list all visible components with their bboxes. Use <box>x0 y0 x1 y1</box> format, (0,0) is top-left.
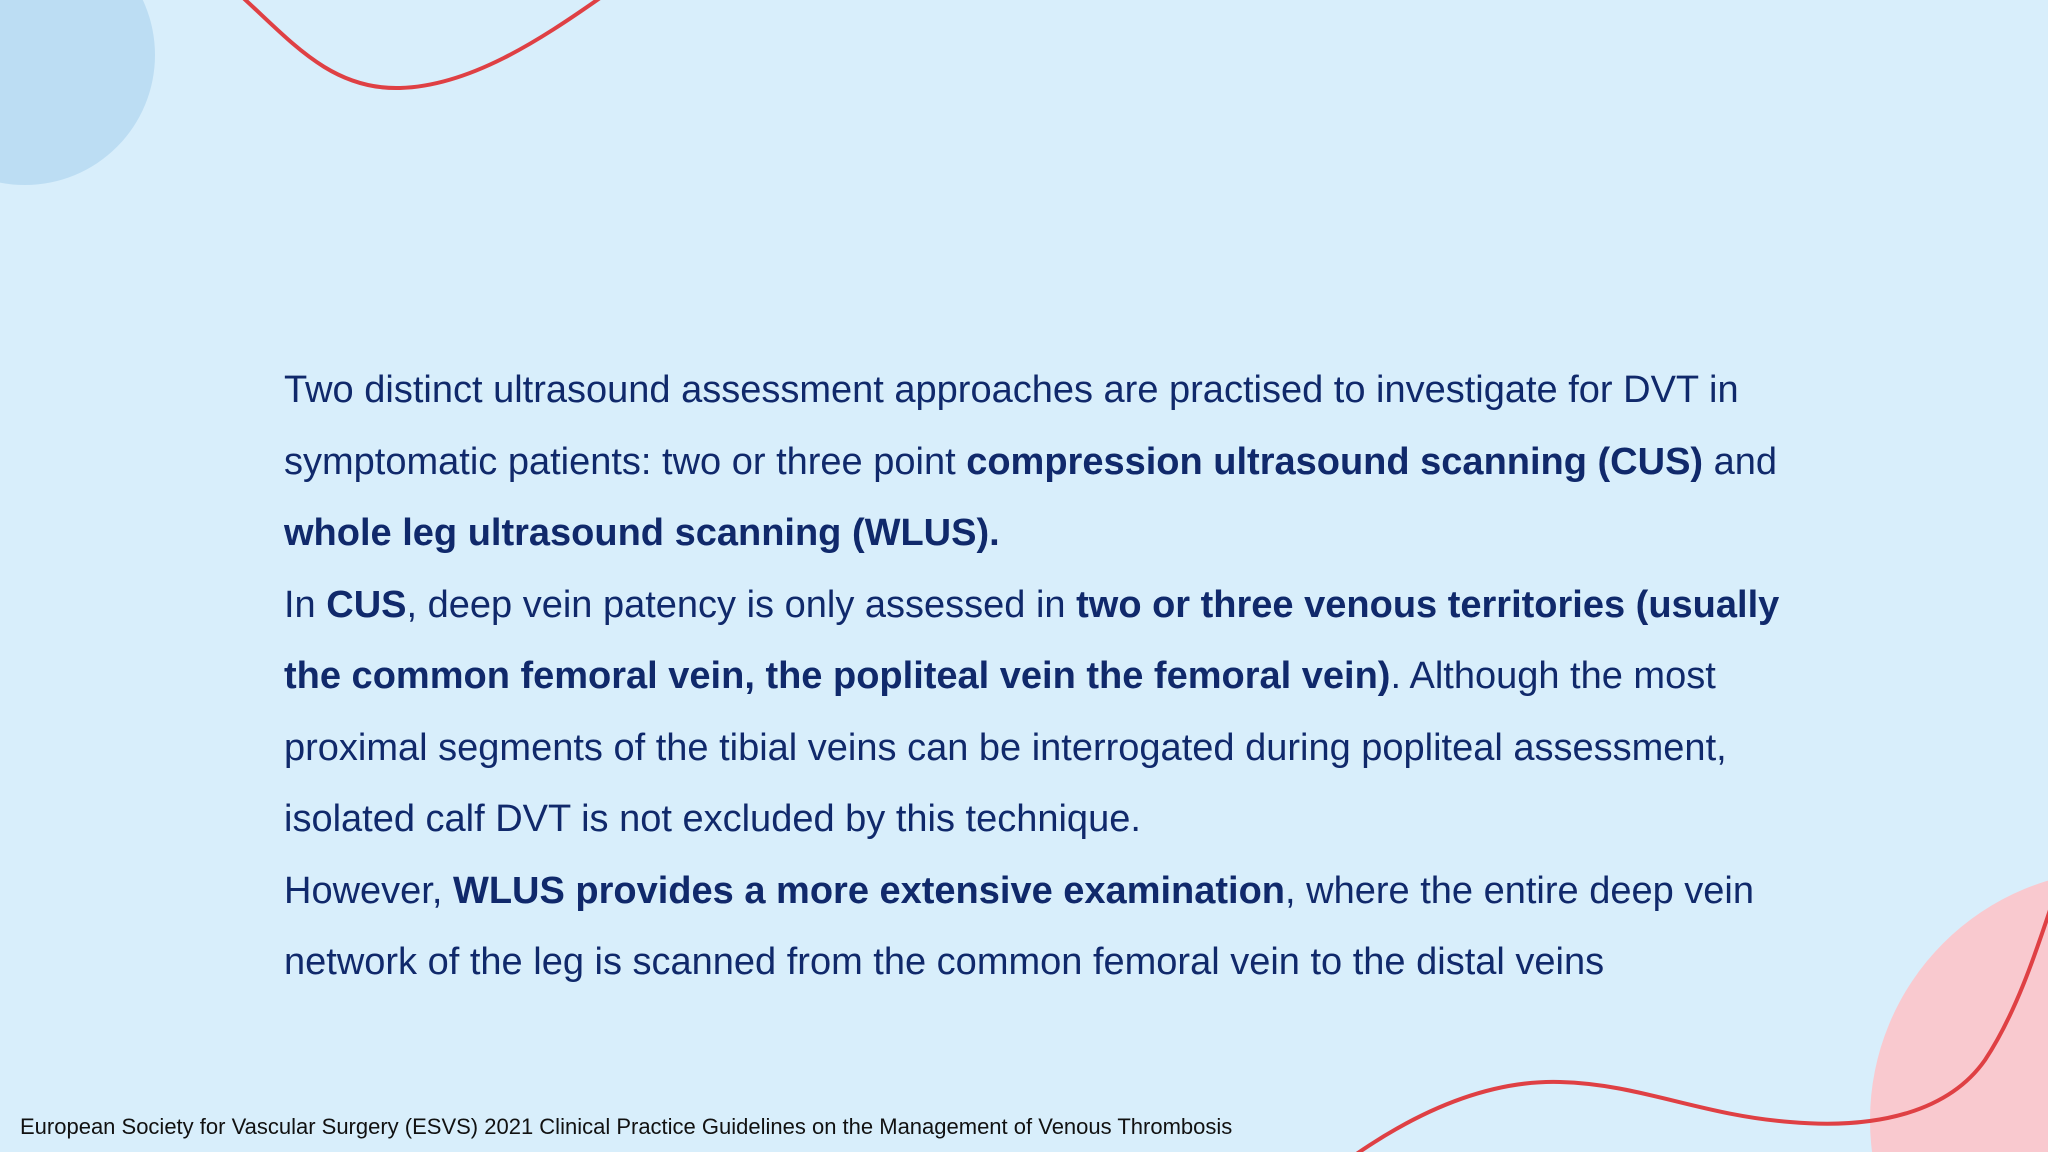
top-left-blue-circle <box>0 0 155 185</box>
text-segment: , where the entire deep vein network of the leg is scanned from the common femoral vein to the distal veins <box>284 869 1755 983</box>
bold-text-segment: compression ultrasound scanning (CUS) <box>966 440 1704 483</box>
bottom-right-pink-circle <box>1870 870 2048 1152</box>
text-segment: Two distinct ultrasound assessment approaches are practised to investigate for DVT in symptomatic patients: two or three point <box>284 369 1739 483</box>
text-segment: and <box>1703 440 1778 483</box>
text-segment: However, <box>284 869 453 912</box>
text-segment: , deep vein patency is only assessed in <box>406 583 1077 626</box>
bold-text-segment: two or three venous territories (usually the common femoral vein, the popliteal vein the femoral vein) <box>284 583 1780 697</box>
text-segment: In <box>284 583 327 626</box>
body-text <box>284 355 1844 999</box>
footer-citation: European Society for Vascular Surgery (ESVS) 2021 Clinical Practice Guidelines on the Management of Venous Thrombosis <box>20 1114 1233 1139</box>
bold-text-segment: whole leg ultrasound scanning (WLUS). <box>284 512 1000 554</box>
paragraph <box>284 570 1844 856</box>
bold-text-segment: WLUS provides a more extensive examination <box>452 869 1286 912</box>
paragraph <box>284 355 1844 570</box>
bold-text-segment: CUS <box>326 583 407 626</box>
text-segment: . Although the most proximal segments of the tibial veins can be interrogated during popliteal assessment, isolated calf DVT is not excluded by this technique. <box>284 655 1727 840</box>
paragraph <box>284 856 1844 999</box>
top-red-wave <box>240 0 600 88</box>
